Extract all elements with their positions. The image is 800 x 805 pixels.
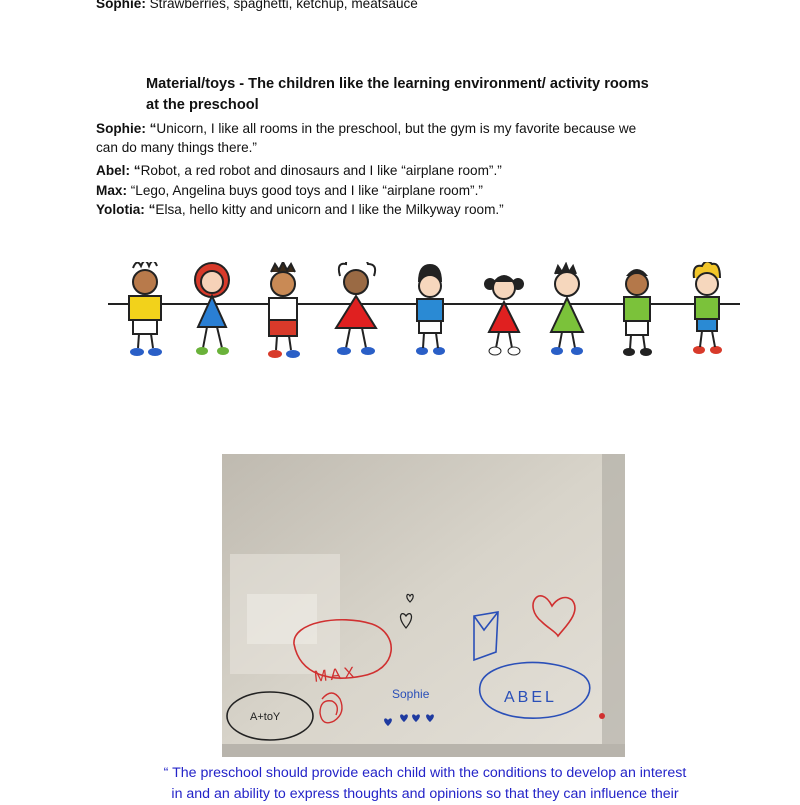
speaker-label: Max: xyxy=(96,183,127,198)
atoy-name: A+toY xyxy=(250,711,281,723)
answer-text: Elsa, hello kitty and unicorn and I like the Milkyway room.” xyxy=(155,202,504,217)
whiteboard-photo xyxy=(222,454,625,757)
speaker-label: Sophie: “ xyxy=(96,121,157,136)
children-clipart xyxy=(100,262,745,362)
quote-line-1: “ The preschool should provide each child with the conditions to develop an interest xyxy=(163,765,687,781)
answer-text: “Lego, Angelina buys good toys and I like “airplane room”.” xyxy=(126,183,483,198)
answer-text: Strawberries, spaghetti, ketchup, meatsauce xyxy=(145,0,418,11)
heading-line-2: at the preschool xyxy=(146,97,259,113)
previous-answer-line xyxy=(96,0,418,13)
section-heading xyxy=(146,74,726,116)
answer-text: can do many things there.” xyxy=(96,140,257,155)
speaker-label: Abel: “ xyxy=(96,163,141,178)
answer-sophie-continued xyxy=(96,138,257,157)
answer-abel xyxy=(96,161,502,180)
speaker-label: Yolotia: “ xyxy=(96,202,156,217)
curriculum-quote xyxy=(140,763,710,805)
answer-yolotia xyxy=(96,200,504,219)
heading-line-1: Material/toys - The children like the learning environment/ activity rooms xyxy=(146,76,649,92)
answer-sophie xyxy=(96,119,636,138)
abel-name: ABEL xyxy=(504,689,557,706)
answer-text: Unicorn, I like all rooms in the preschool, but the gym is my favorite because we xyxy=(156,121,637,136)
answer-max xyxy=(96,181,483,200)
sophie-name: Sophie xyxy=(392,687,430,701)
quote-line-2: in and an ability to express thoughts and opinions so that they can influence their xyxy=(171,786,679,802)
speaker-label: Sophie: xyxy=(96,0,146,11)
answer-text: Robot, a red robot and dinosaurs and I like “airplane room”.” xyxy=(140,163,502,178)
max-name: MAX xyxy=(313,664,359,686)
